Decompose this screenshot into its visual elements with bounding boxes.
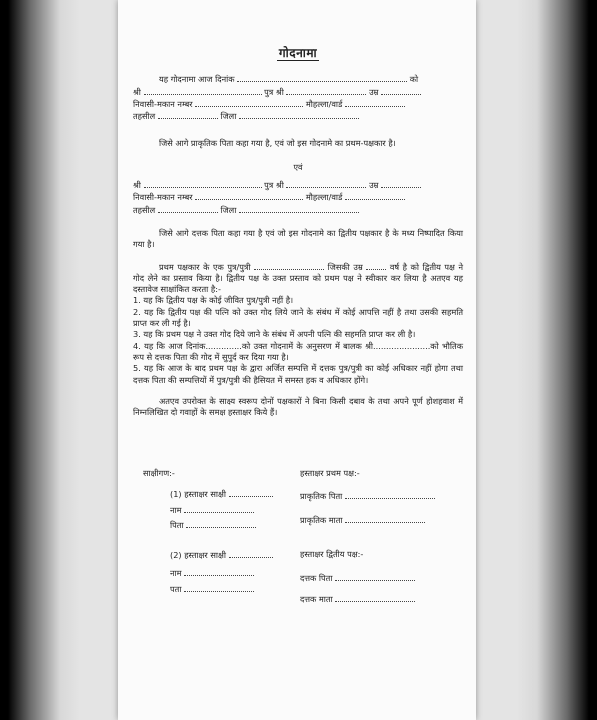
second-party-signature-heading: हस्ताक्षर द्वितीय पक्ष:- xyxy=(300,549,364,559)
first-party-signature-heading: हस्ताक्षर प्रथम पक्ष:- xyxy=(300,468,360,478)
witness-1-signature: (1) हस्ताक्षर साक्षी xyxy=(170,488,273,500)
clause-5: 5. यह कि आज के बाद प्रथम पक्ष के द्वारा अर्जित सम्पत्ति में दत्तक पुत्र/पुत्री का कोई अधिकार नहीं होगा तथा दत्तक पिता की सम्पत्तियों में पुत्र/पुत्री की हैसियत में समस्त हक व अधिकार होंगे। xyxy=(133,363,463,385)
paragraph-3: प्रथम पक्षकार के एक पुत्र/पुत्री जिसकी उम्र वर्ष है को द्वितीय पक्ष ने गोद लेने का प्रस्ताव किया है। द्वितीय पक्ष के उक्त प्रस्ताव को प्रथम पक्ष ने स्वीकार कर लिया है अतएव यह दस्तावेज साक्षांकित करता है:- xyxy=(133,261,464,295)
clauses-list xyxy=(133,295,463,385)
adoptive-mother-signature: दत्तक माता xyxy=(300,593,415,605)
witness-1-name: नाम xyxy=(170,504,254,516)
intro-line-3: निवासी-मकान नम्बर मौहल्ला/वार्ड xyxy=(133,98,463,110)
witness-2-signature: (2) हस्ताक्षर साक्षी xyxy=(170,549,273,561)
natural-father-signature: प्राकृतिक पिता xyxy=(300,490,435,502)
party2-line-2: निवासी-मकान नम्बर मौहल्ला/वार्ड xyxy=(133,191,463,203)
clause-1: 1. यह कि द्वितीय पक्ष के कोई जीवित पुत्र/पुत्री नहीं है। xyxy=(133,295,294,306)
clause-2: 2. यह कि द्वितीय पक्ष की पत्नि को उक्त गोद लिये जाने के संबंध में कोई आपत्ति नहीं है तथा उसकी सहमति प्राप्त कर ली गई है। xyxy=(133,306,463,329)
evam-heading: एवं xyxy=(293,161,303,172)
document-body xyxy=(133,48,463,418)
party2-line-1: श्री पुत्र श्री उम्र xyxy=(133,179,463,191)
intro-line-2: श्री पुत्र श्री उम्र xyxy=(133,86,463,98)
paragraph-4: अतएव उपरोक्त के साक्ष्य स्वरूप दोनों पक्षकारों ने बिना किसी दबाव के तथा अपने पूर्ण होशहवाश में निम्नलिखित दो गवाहों के समक्ष हस्ताक्षर किये हैं। xyxy=(133,395,463,418)
party2-line-3: तहसील जिला xyxy=(133,204,463,216)
natural-mother-signature: प्राकृतिक माता xyxy=(300,514,425,526)
document-title: गोदनामा xyxy=(278,46,318,60)
paragraph-1: जिसे आगे प्राकृतिक पिता कहा गया है, एवं जो इस गोदनामे का प्रथम-पक्षकार है। xyxy=(159,138,396,149)
witness-2-address: पता xyxy=(170,583,254,595)
witness-2-name: नाम xyxy=(170,567,254,579)
clause-3: 3. यह कि प्रथम पक्ष ने उक्त गोद दिये जाने के संबंध में अपनी पत्नि की सहमति प्राप्त कर ली है। xyxy=(133,329,416,340)
intro-line-1: यह गोदनामा आज दिनांक को xyxy=(159,74,419,85)
intro-line-4: तहसील जिला xyxy=(133,110,463,122)
adoptive-father-signature: दत्तक पिता xyxy=(300,572,415,584)
clause-4: 4. यह कि आज दिनांक..............को उक्त गोदनामें के अनुसरण में बालक श्री......................को भौतिक रूप से दत्तक पिता की गोद में सुपुर्द कर दिया गया है। xyxy=(133,340,463,362)
paragraph-2: जिसे आगे दत्तक पिता कहा गया है एवं जो इस गोदनामे का द्वितीय पक्षकार है के मध्य निष्पादित किया गया है। xyxy=(133,227,463,250)
witness-1-father: पिता xyxy=(170,519,256,531)
witnesses-heading: साक्षीगण:- xyxy=(143,468,175,478)
